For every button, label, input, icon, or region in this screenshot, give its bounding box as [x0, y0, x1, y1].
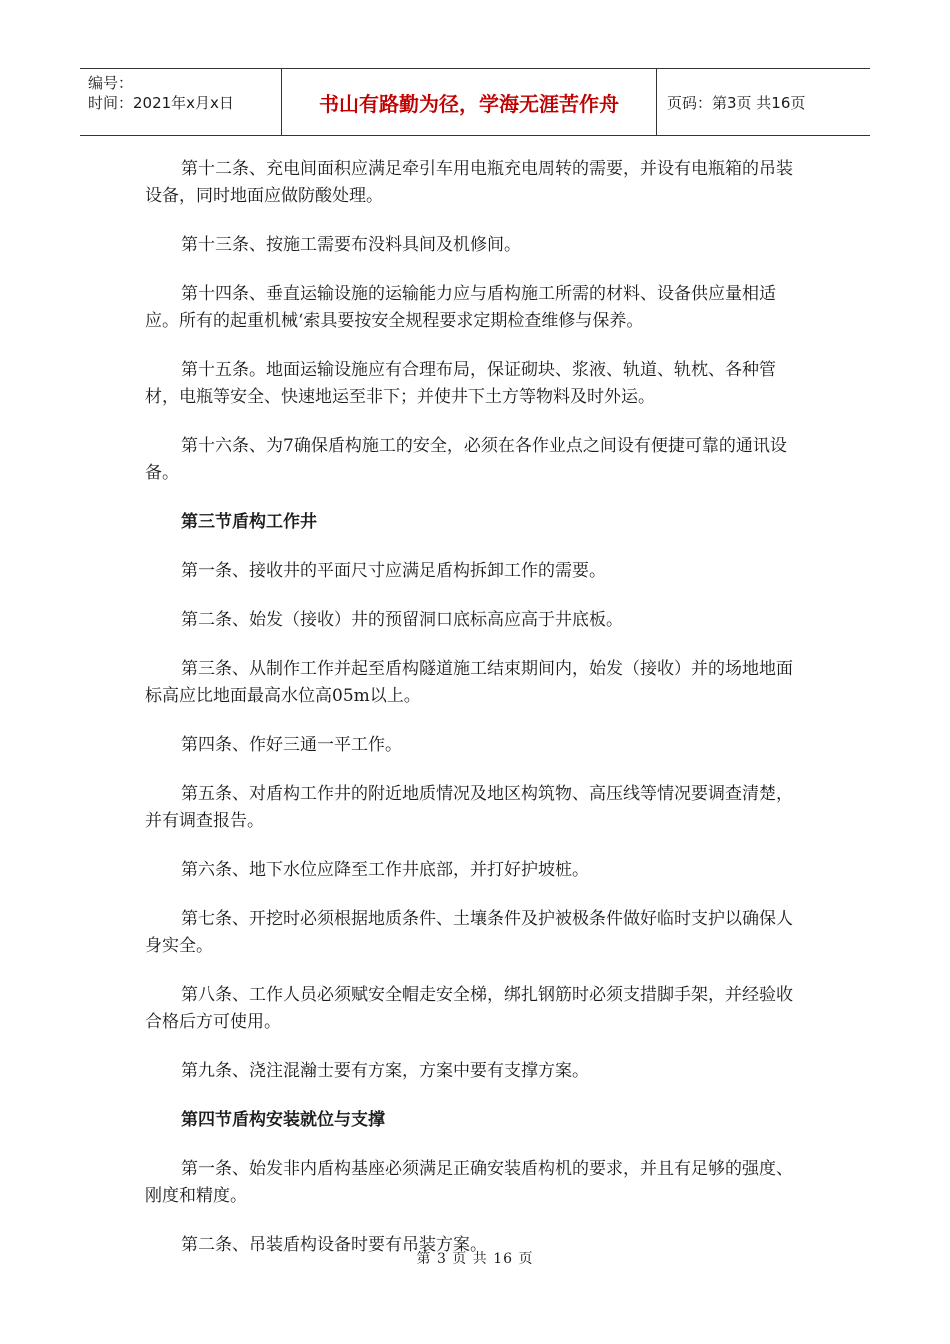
paragraph-s3-article-5: 第五条、对盾构工作井的附近地质情况及地区构筑物、高压线等情况要调查清楚，并有调查报告。 [145, 784, 793, 831]
paragraph-s3-article-7: 第七条、开挖时必须根据地质条件、土壤条件及护被极条件做好临时支护以确保人身实全。 [145, 909, 793, 956]
paragraph-article-12: 第十二条、充电间面积应满足牵引车用电瓶充电周转的需要，并设有电瓶箱的吊装设备，同时地面应做防酸处理。 [145, 159, 793, 206]
paragraph-s3-article-9: 第九条、浇注混瀚士要有方案，方案中要有支撑方案。 [181, 1061, 589, 1081]
paragraph-article-16: 第十六条、为7确保盾构施工的安全，必须在各作业点之间设有便捷可靠的通讯设备。 [145, 436, 787, 483]
paragraph-s3-article-2: 第二条、始发（接收）井的预留洞口底标高应高于井底板。 [181, 610, 623, 630]
paragraph-s4-article-2: 第二条、吊装盾构设备时要有吊装方案。 [181, 1235, 487, 1255]
paragraph-s3-article-1: 第一条、接收井的平面尺寸应满足盾构拆卸工作的需要。 [181, 561, 606, 581]
paragraph-article-13: 第十三条、按施工需要布没料具间及机修间。 [181, 235, 521, 255]
document-number-label: 编号： [88, 74, 134, 92]
header-meta [80, 69, 281, 135]
section-heading-4: 第四节盾构安装就位与支撑 [181, 1110, 385, 1130]
paragraph-article-15: 第十五条。地面运输设施应有合理布局，保证砌块、浆液、轨道、轨枕、各种管材，电瓶等安全、快速地运至非下；并使井下土方等物料及时外运。 [145, 360, 776, 407]
document-date: 时间：2021年x月x日 [88, 94, 234, 112]
document-body [145, 156, 797, 1281]
page-header [80, 68, 870, 136]
paragraph-s3-article-3: 第三条、从制作工作并起至盾构隧道施工结束期间内，始发（接收）并的场地地面标高应比地面最高水位高05m以上。 [145, 659, 793, 706]
header-page-info: 页码：第3页 共16页 [667, 93, 806, 112]
page-footer: 第 3 页 共 16 页 [416, 1251, 534, 1267]
paragraph-s3-article-6: 第六条、地下水位应降至工作井底部，并打好护坡桩。 [181, 860, 589, 880]
paragraph-s4-article-1: 第一条、始发非内盾构基座必须满足正确安装盾构机的要求，并且有足够的强度、刚度和精度。 [145, 1159, 793, 1206]
paragraph-s3-article-4: 第四条、作好三通一平工作。 [181, 735, 402, 755]
paragraph-article-14: 第十四条、垂直运输设施的运输能力应与盾构施工所需的材料、设备供应量相适应。所有的起重机械‘索具要按安全规程要求定期检查维修与保养。 [145, 284, 776, 331]
paragraph-s3-article-8: 第八条、工作人员必须赋安全帽走安全梯，绑扎钢筋时必须支措脚手架，并经验收合格后方可使用。 [145, 985, 793, 1032]
section-heading-3: 第三节盾构工作井 [181, 512, 317, 532]
header-motto: 书山有路勤为径，学海无涯苦作舟 [281, 69, 657, 135]
